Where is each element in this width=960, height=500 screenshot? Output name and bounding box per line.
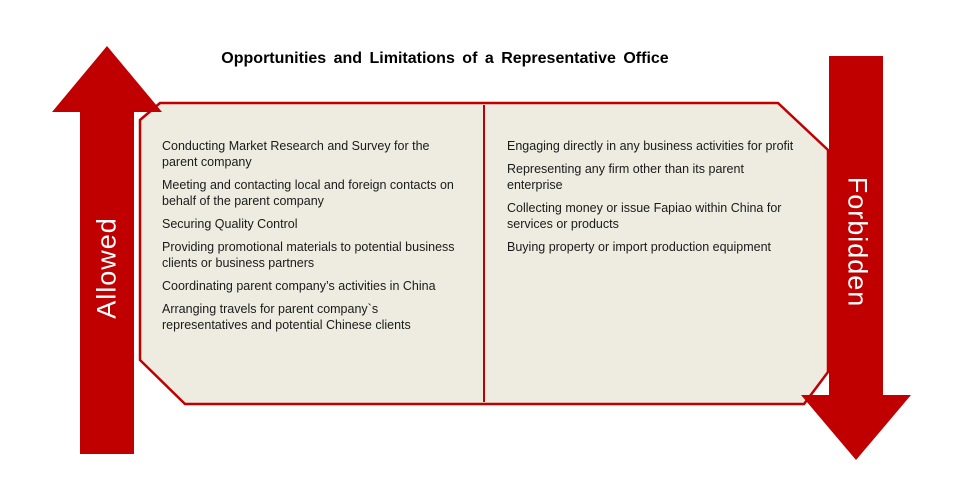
allowed-item: Securing Quality Control — [162, 217, 298, 231]
allowed-item: Providing promotional materials to potential business clients or business partners — [162, 240, 455, 270]
allowed-label: Allowed — [91, 217, 122, 319]
allowed-item: Meeting and contacting local and foreign contacts on behalf of the parent company — [162, 178, 454, 208]
diagram-title: Opportunities and Limitations of a Representative Office — [221, 50, 669, 67]
forbidden-item: Buying property or import production equipment — [507, 240, 772, 254]
forbidden-list — [507, 138, 797, 262]
forbidden-item: Representing any firm other than its parent enterprise — [507, 162, 744, 192]
allowed-item: Arranging travels for parent company`s representatives and potential Chinese clients — [162, 302, 411, 332]
forbidden-label: Forbidden — [842, 176, 873, 308]
allowed-list — [162, 138, 462, 340]
allowed-item: Coordinating parent company’s activities in China — [162, 279, 436, 293]
forbidden-item: Engaging directly in any business activities for profit — [507, 139, 794, 153]
forbidden-item: Collecting money or issue Fapiao within China for services or products — [507, 201, 782, 231]
allowed-item: Conducting Market Research and Survey for the parent company — [162, 139, 430, 169]
